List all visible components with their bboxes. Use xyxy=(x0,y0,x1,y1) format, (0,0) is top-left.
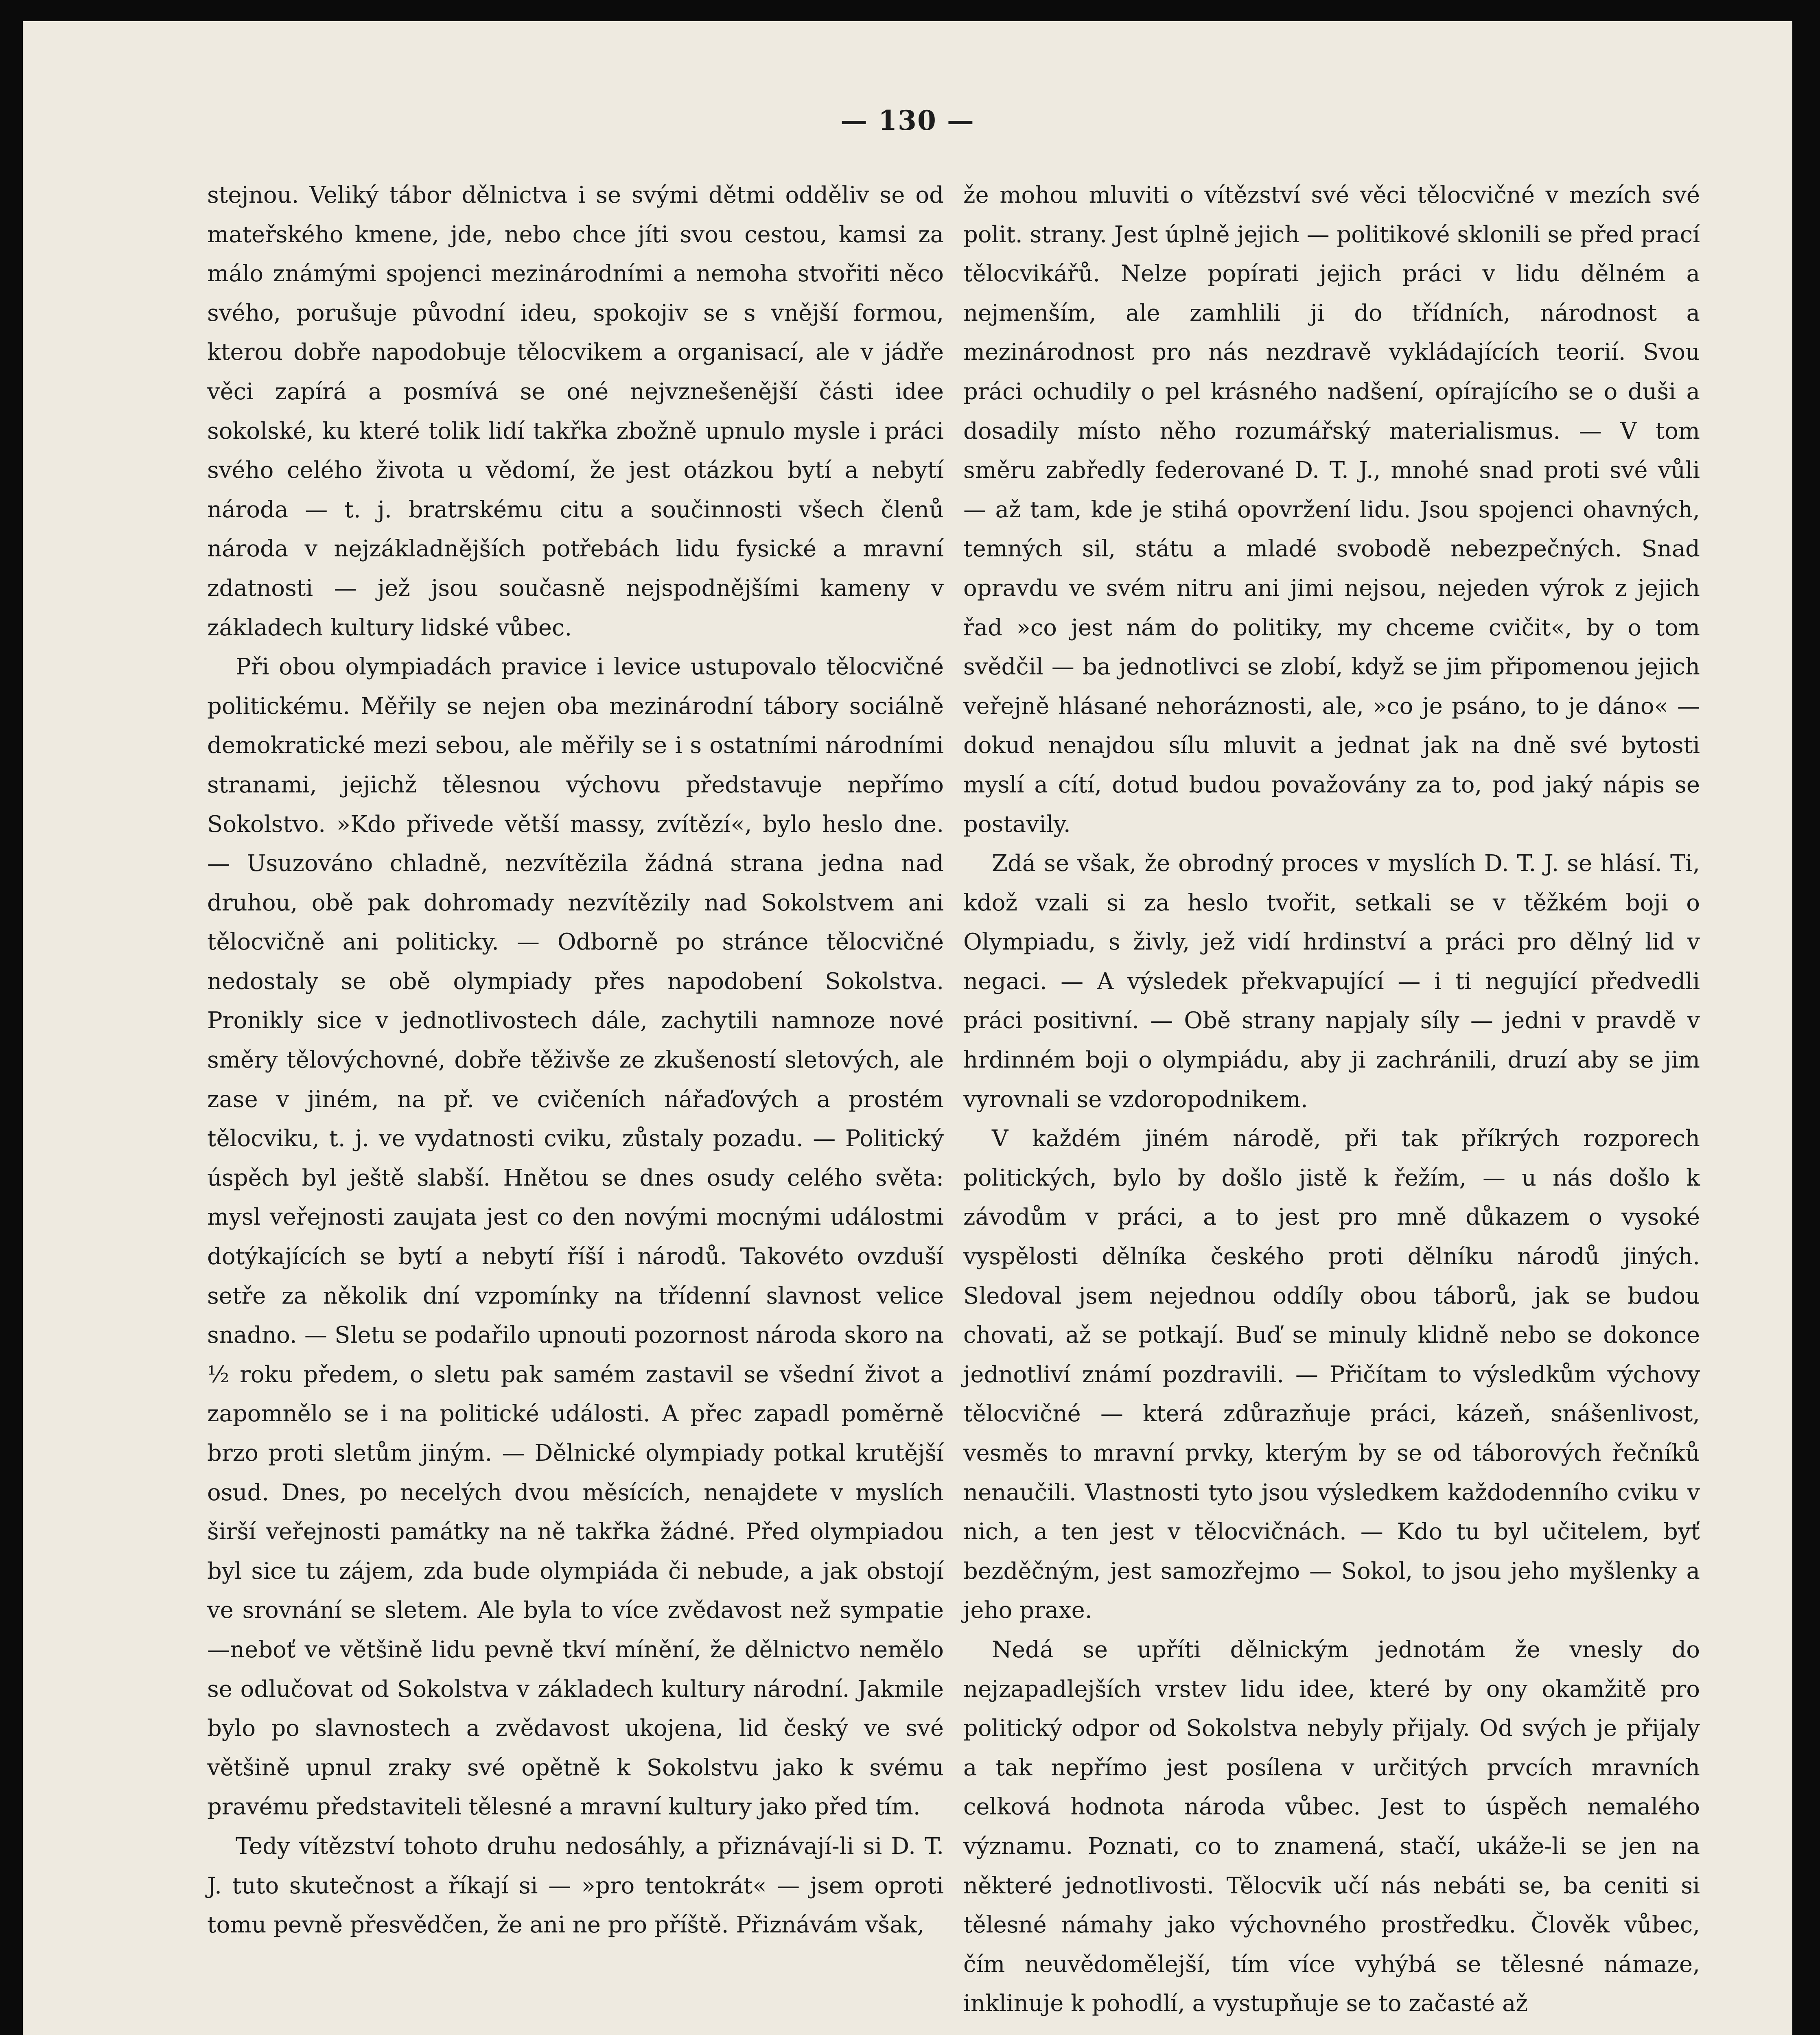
scanned-page xyxy=(23,21,1792,2035)
left-column xyxy=(207,176,944,1945)
paragraph: Při obou olympiadách pravice i levice ustupovalo tělocvičné politickému. Měřily se nejen oba mezinárodní tábory sociálně demokratické mezi sebou, ale měřily se i s ostatními národními stranami, jejichž tělesnou výchovu představuje nepřímo Sokolstvo. »Kdo přivede větší massy, zvítězí«, bylo heslo dne. — Usuzováno chladně, nezvítězila žádná strana jedna nad druhou, obě pak dohromady nezvítězily nad Sokolstvem ani tělocvičně ani politicky. — Odborně po stránce tělocvičné nedostaly se obě olympiady přes napodobení Sokolstva. Pronikly sice v jednotlivostech dále, zachytili namnoze nové směry tělovýchovné, dobře těživše ze zkušeností sletových, ale zase v jiném, na př. ve cvičeních nářaďových a prostém tělocviku, t. j. ve vydatnosti cviku, zůstaly pozadu. — Politický úspěch byl ještě slabší. Hnětou se dnes osudy celého světa: mysl veřejnosti zaujata jest co den novými mocnými událostmi dotýkajících se bytí a nebytí říší i národů. Takovéto ovzduší setře za několik dní vzpomínky na třídenní slavnost velice snadno. — Sletu se podařilo upnouti pozornost národa skoro na ½ roku předem, o sletu pak samém zastavil se všední život a zapomnělo se i na politické události. A přec zapadl poměrně brzo proti sletům jiným. — Dělnické olympiady potkal krutější osud. Dnes, po necelých dvou měsících, nenajdete v myslích širší veřejnosti památky na ně takřka žádné. Před olympiadou byl sice tu zájem, zda bude olympiáda či nebude, a jak obstojí ve srovnání se sletem. Ale byla to více zvědavost než sympatie —neboť ve většině lidu pevně tkví mínění, že dělnictvo nemělo se odlučovat od Sokolstva v základech kultury národní. Jakmile bylo po slavnostech a zvědavost ukojena, lid český ve své většině upnul zraky své opětně k Sokolstvu jako k svému pravému představiteli tělesné a mravní kultury jako před tím. xyxy=(207,654,944,1821)
paragraph: Zdá se však, že obrodný proces v myslích D. T. J. se hlásí. Ti, kdož vzali si za heslo tvořit, setkali se v těžkém boji o Olympiadu, s živly, jež vidí hrdinství a práci pro dělný lid v negaci. — A výsledek překvapující — i ti negující předvedli práci positivní. — Obě strany napjaly síly — jedni v pravdě v hrdinném boji o olympiádu, aby ji zachránili, druzí aby se jim vyrovnali se vzdoropodnikem. xyxy=(963,850,1700,1113)
paragraph: V každém jiném národě, při tak příkrých rozporech politických, bylo by došlo jistě k řežím, — u nás došlo k závodům v práci, a to jest pro mně důkazem o vysoké vyspělosti dělníka českého proti dělníku národů jiných. Sledoval jsem nejednou oddíly obou táborů, jak se budou chovati, až se potkají. Buď se minuly klidně nebo se dokonce jednotliví známí pozdravili. — Přičítam to výsledkům výchovy tělocvičné — která zdůrazňuje práci, kázeň, snášenlivost, vesměs to mravní prvky, kterým by se od táborových řečníků nenaučili. Vlastnosti tyto jsou výsledkem každodenního cviku v nich, a ten jest v tělocvičnách. — Kdo tu byl učitelem, byť bezděčným, jest samozřejmo — Sokol, to jsou jeho myšlenky a jeho praxe. xyxy=(963,1125,1700,1624)
paragraph: že mohou mluviti o vítězství své věci tělocvičné v mezích své polit. strany. Jest úplně jejich — politikové sklonili se před prací tělocvikářů. Nelze popírati jejich práci v lidu dělném a nejmenším, ale zamhlili ji do třídních, národnost a mezinárodnost pro nás nezdravě vykládajících teorií. Svou práci ochudily o pel krásného nadšení, opírajícího se o duši a dosadily místo něho rozumářský materialismus. — V tom směru zabředly federované D. T. J., mnohé snad proti své vůli — až tam, kde je stihá opovržení lidu. Jsou spojenci ohavných, temných sil, státu a mladé svobodě nebezpečných. Snad opravdu ve svém nitru ani jimi nejsou, nejeden výrok z jejich řad »co jest nám do politiky, my chceme cvičit«, by o tom svědčil — ba jednotlivci se zlobí, když se jim připomenou jejich veřejně hlásané nehoráznosti, ale, »co je psáno, to je dáno« — dokud nenajdou sílu mluvit a jednat jak na dně své bytosti myslí a cítí, dotud budou považovány za to, pod jaký nápis se postavily. xyxy=(963,182,1700,838)
right-column xyxy=(963,176,1700,2024)
page-number: — 130 — xyxy=(840,105,975,136)
paragraph: Tedy vítězství tohoto druhu nedosáhly, a přiznávají-li si D. T. J. tuto skutečnost a říkají si — »pro tentokrát« — jsem oproti tomu pevně přesvědčen, že ani ne pro příště. Přiznávám však, xyxy=(207,1833,944,1939)
paragraph: stejnou. Veliký tábor dělnictva i se svými dětmi odděliv se od mateřského kmene, jde, nebo chce jíti svou cestou, kamsi za málo známými spojenci mezinárodními a nemoha stvořiti něco svého, porušuje původní ideu, spokojiv se s vnější formou, kterou dobře napodobuje tělocvikem a organisací, ale v jádře věci zapírá a posmívá se oné nejvznešenější části idee sokolské, ku které tolik lidí takřka zbožně upnulo mysle i práci svého celého života u vědomí, že jest otázkou bytí a nebytí národa — t. j. bratrskému citu a součinnosti všech členů národa v nejzákladnějších potřebách lidu fysické a mravní zdatnosti — jež jsou současně nejspodnějšími kameny v základech kultury lidské vůbec. xyxy=(207,182,944,641)
paragraph: Nedá se upříti dělnickým jednotám že vnesly do nejzapadlejších vrstev lidu idee, které by ony okamžitě pro politický odpor od Sokolstva nebyly přijaly. Od svých je přijaly a tak nepřímo jest posílena v určitých prvcích mravních celková hodnota národa vůbec. Jest to úspěch nemalého významu. Poznati, co to znamená, stačí, ukáže-li se jen na některé jednotlivosti. Tělocvik učí nás nebáti se, ba ceniti si tělesné námahy jako výchovného prostředku. Člověk vůbec, čím neuvědomělejší, tím více vyhýbá se tělesné námaze, inklinuje k pohodlí, a vystupňuje se to začasté až xyxy=(963,1636,1700,2017)
